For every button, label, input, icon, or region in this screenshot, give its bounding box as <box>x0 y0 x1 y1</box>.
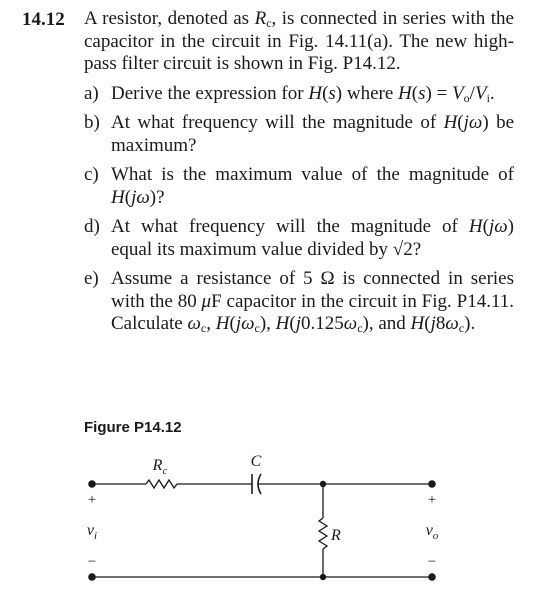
terminal-in-top <box>88 480 96 488</box>
part-c-label: c) <box>84 164 99 185</box>
part-b: b) At what frequency will the magnitude of H(jω) be maximum? <box>84 112 514 156</box>
node-top <box>320 481 326 487</box>
label-rc: $R_c$ <box>152 457 168 477</box>
label-vo-minus: − <box>427 554 437 570</box>
resistor-r <box>319 518 327 549</box>
part-d: d) At what frequency will the magnitude of H(jω) equal its maximum value divided by √2? <box>84 216 514 260</box>
label-r: R <box>331 527 341 544</box>
problem-intro: A resistor, denoted as $R_c$, is connected in series with the capacitor in the circuit in Fig. 14.11(a). The new high-pass filter circuit is shown in Fig. P14.12. <box>84 8 514 74</box>
problem-number: 14.12 <box>22 9 65 30</box>
terminal-out-bottom <box>428 573 436 581</box>
part-e: e) Assume a resistance of 5 Ω is connected in series with the 80 μF capacitor in the circuit in Fig. P14.11. Calculate $\omega_c$, $H(j\omega_c)$, $H(j0.125\omega_c)$, and $H(j8\omega_c)$. <box>84 268 514 335</box>
figure-label: Figure P14.12 <box>84 419 182 436</box>
part-e-label: e) <box>84 268 99 289</box>
part-c: c) What is the maximum value of the magnitude of H(jω)? <box>84 164 514 208</box>
label-vo-plus: + <box>427 492 437 508</box>
label-vo: $v_o$ <box>425 522 439 542</box>
part-d-label: d) <box>84 216 100 237</box>
part-a-label: a) <box>84 82 99 104</box>
node-bottom <box>320 574 326 580</box>
label-vi-minus: − <box>87 554 97 570</box>
label-vi: $v_i$ <box>86 522 98 542</box>
terminal-out-top <box>428 480 436 488</box>
label-c: C <box>250 453 262 470</box>
resistor-rc <box>146 480 177 488</box>
part-b-label: b) <box>84 112 100 133</box>
terminal-in-bottom <box>88 573 96 581</box>
part-a: a) Derive the expression for H(s) where $H(s) = V_o/V_i$. <box>84 82 495 105</box>
label-vi-plus: + <box>87 492 97 508</box>
